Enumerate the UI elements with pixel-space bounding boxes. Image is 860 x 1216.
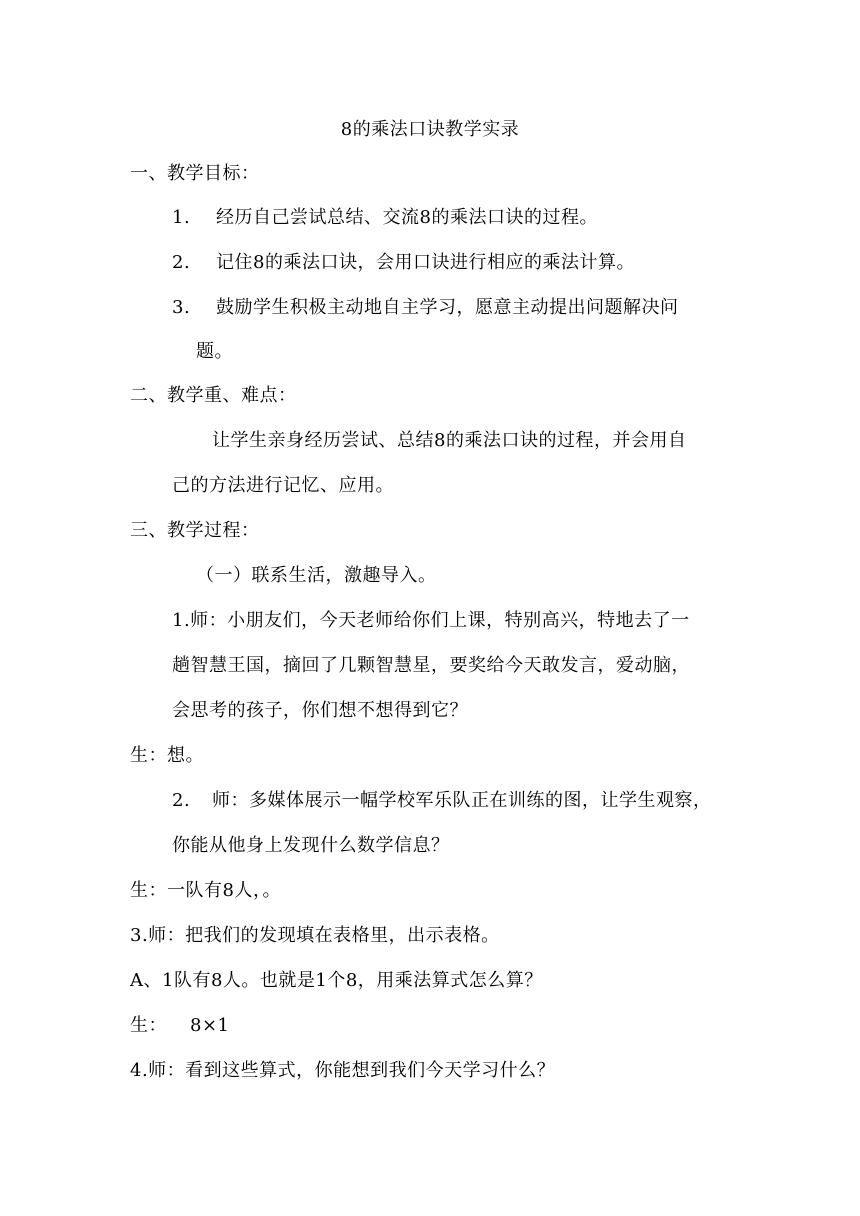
teacher-paragraph-4: 4.师：看到这些算式，你能想到我们今天学习什么？ [130,1060,556,1081]
student-reply-2: 生：一队有8人，。 [130,880,281,901]
section2-heading: 二、教学重、难点： [130,385,297,406]
page-title: 8的乘法口诀教学实录 [340,119,520,140]
student-reply-1: 生：想。 [130,745,204,766]
goal-3-text: 鼓励学生积极主动地自主学习，愿意主动提出问题解决问 [216,297,679,318]
teacher-paragraph-2-line-1: 师：多媒体展示一幅学校军乐队正在训练的图，让学生观察， [212,790,712,811]
question-a: A、1队有8人。也就是1个8，用乘法算式怎么算？ [130,970,543,991]
teacher-paragraph-1-line-1: 1.师：小朋友们，今天老师给你们上课，特别高兴，特地去了一 [172,610,690,631]
goal-3-number: 3. [172,297,191,318]
section3-heading: 三、教学过程： [130,520,260,541]
key-point-line-2: 己的方法进行记忆、应用。 [172,475,394,496]
goal-1-text: 经历自己尝试总结、交流8的乘法口诀的过程。 [216,207,598,228]
student-reply-3-value: 8×1 [190,1015,230,1036]
teacher-paragraph-2-number: 2. [172,790,191,811]
goal-2-number: 2. [172,252,191,273]
goal-2-text: 记住8的乘法口诀，会用口诀进行相应的乘法计算。 [216,252,635,273]
key-point-line-1: 让学生亲身经历尝试、总结8的乘法口诀的过程，并会用自 [212,430,687,451]
teacher-paragraph-1-line-3: 会思考的孩子，你们想不想得到它？ [172,700,468,721]
section1-heading: 一、教学目标： [130,163,260,184]
teacher-paragraph-2-line-2: 你能从他身上发现什么数学信息？ [172,835,450,856]
goal-3-continuation: 题。 [196,341,233,362]
teacher-paragraph-1-line-2: 趟智慧王国，摘回了几颗智慧星，要奖给今天敢发言，爱动脑， [172,655,690,676]
goal-1-number: 1. [172,207,191,228]
student-reply-3-label: 生： [130,1015,167,1036]
teacher-paragraph-3: 3.师：把我们的发现填在表格里，出示表格。 [130,925,500,946]
subsection-1-heading: （一）联系生活，激趣导入。 [196,565,437,586]
